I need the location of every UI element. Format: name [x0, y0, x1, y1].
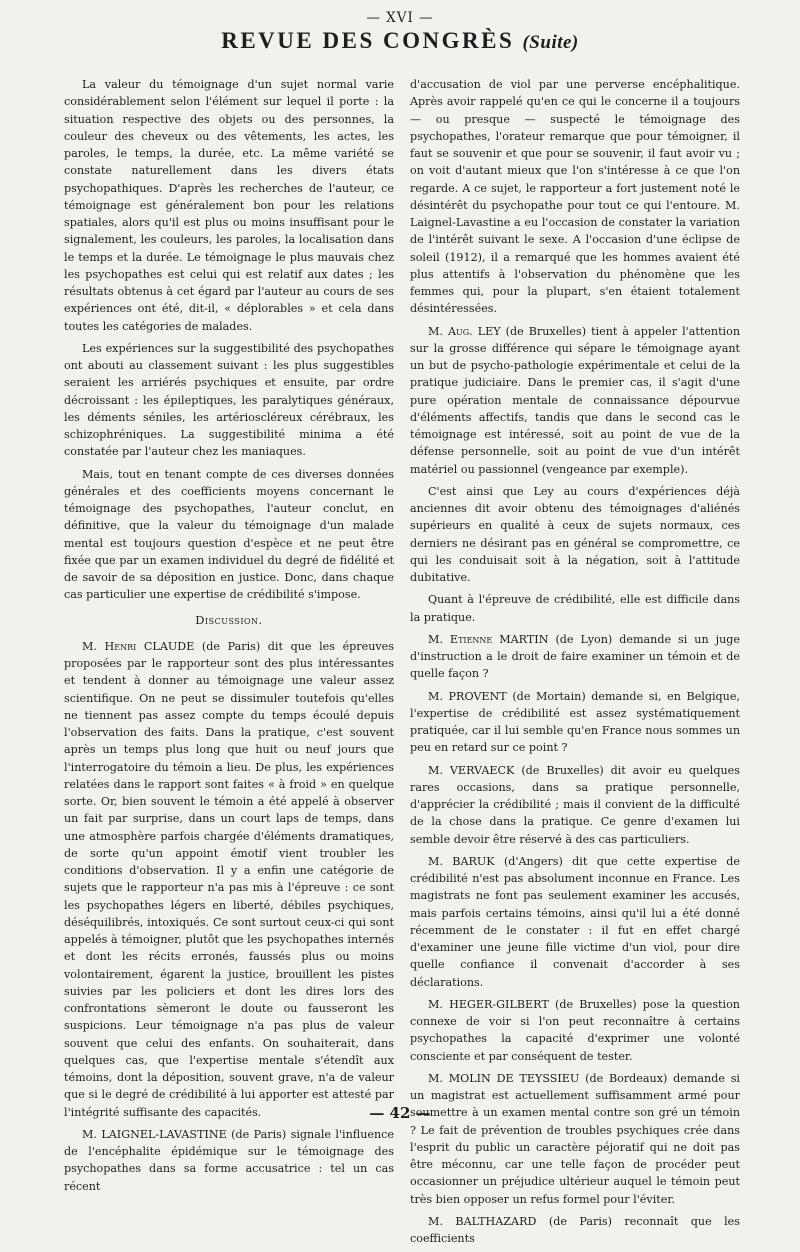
- speaker-name: M. Etienne MARTIN: [428, 632, 549, 646]
- paragraph: d'accusation de viol par une perverse encéphalitique. Après avoir rappelé qu'en ce qui le concerne il a toujours — ou presque — suspecté le témoignage des psychopathes, l'orateur remarque que pour témoigner, il faut se souvenir et que pour se souvenir, il faut avoir vu ; on voit d'autant mieux que l'on s'intéresse à ce que l'on regarde. A ce sujet, le rapporteur a fort justement noté le désintérêt du psychopathe pour tout ce qui l'entoure. M. Laignel-Lavastine a eu l'occasion de constater la variation de l'intérêt suivant le sexe. A l'occasion d'une éclipse de soleil (1912), il a remarqué que les hommes avaient été plus attentifs à l'observation du phénomène que les femmes qui, pour la plupart, s'en étaient totalement désintéressées.: [410, 78, 740, 316]
- paragraph: C'est ainsi que Ley au cours d'expériences déjà anciennes dit avoir obtenu des témoignages d'aliénés supérieurs en qualité à ceux de sujets normaux, ces derniers ne désirant pas en général se compromettre, ce qui les conduisait soit à la négation, soit à l'attitude dubitative.: [410, 484, 740, 584]
- speaker-name: M. VERVAECK: [428, 763, 515, 777]
- section-heading-discussion: Discussion.: [195, 612, 263, 627]
- paragraph-text: (de Lyon) demande si un juge d'instruction a le droit de faire examiner un témoin et de quelle façon ?: [410, 632, 740, 681]
- speaker-name: M. BARUK: [428, 854, 495, 868]
- speaker-name: M. LAIGNEL-LAVASTINE: [82, 1127, 227, 1141]
- page-title: [0, 28, 800, 54]
- paragraph: [410, 996, 740, 1065]
- paragraph: [410, 1070, 740, 1208]
- speaker-name: M. BALTHAZARD: [428, 1214, 537, 1228]
- paragraph: La valeur du témoignage d'un sujet normal varie considérablement selon l'élément sur lequel il porte : la situation respective des objets ou des personnes, la couleur des cheveux ou des vêtements, les actes, les paroles, le temps, la durée, etc. La même variété se constate naturellement dans les divers états psychopathiques. D'après les recherches de l'auteur, ce témoignage est généralement bon pour les relations spatiales, alors qu'il est plus ou moins insuffisant pour le signalement, les couleurs, les paroles, la localisation dans le temps et la durée. Le témoignage le plus mauvais chez les psychopathes est celui qui est relatif aux dates ; les résultats obtenus à cet égard par l'auteur au cours de ses expériences ont été, dit-il, « déplorables » et cela dans toutes les catégories de malades.: [64, 78, 394, 333]
- paragraph: [410, 762, 740, 848]
- paragraph: Les expériences sur la suggestibilité des psychopathes ont abouti au classement suivant : les plus suggestibles seraient les arriérés psychiques et ensuite, par ordre décroissant : les épileptiques, les paralytiques généraux, les déments séniles, les artérioscléreux cérébraux, les schizophréniques. La suggestibilité minima a été constatée par l'auteur chez les maniaques.: [64, 341, 394, 459]
- paragraph-text: (de Mortain) demande si, en Belgique, l'expertise de crédibilité est assez systématiquement pratiquée, car il lui semble qu'en France nous sommes un peu en retard sur ce point ?: [410, 689, 740, 755]
- page-number: — 42 —: [369, 1104, 431, 1122]
- paragraph-text: (de Bruxelles) dit avoir eu quelques rares occasions, dans sa pratique personnelle, d'apprécier la crédibilité ; mais il convient de la difficulté de la chose dans la pratique. Ce genre d'examen lui semble devoir être réservé à des cas particuliers.: [410, 763, 740, 846]
- paragraph: Mais, tout en tenant compte de ces diverses données générales et des coefficients moyens concernant le témoignage des psychopathes, l'auteur conclut, en définitive, que la valeur du témoignage d'un malade mental est toujours question d'espèce et ne peut être fixée que par un examen individuel du degré de fidélité et de savoir de sa déposition en justice. Donc, dans chaque cas particulier une expertise de crédibilité s'impose.: [64, 467, 394, 602]
- paragraph: [410, 323, 740, 478]
- paragraph: [410, 1213, 740, 1248]
- paragraph: [410, 631, 740, 683]
- title-text: REVUE DES CONGRÈS: [221, 28, 515, 53]
- paragraph: [64, 638, 394, 1121]
- right-column: [410, 76, 740, 1252]
- page-roman-numeral: — XVI —: [366, 10, 434, 26]
- speaker-name: M. Aug. LEY: [428, 324, 501, 338]
- paragraph: [410, 853, 740, 991]
- speaker-name: M. MOLIN DE TEYSSIEU: [428, 1071, 580, 1085]
- paragraph: [410, 688, 740, 757]
- speaker-name: M. HEGER-GILBERT: [428, 997, 549, 1011]
- paragraph-text: (de Paris) dit que les épreuves proposées par le rapporteur sont des plus intéressantes et tendent à donner au témoignage une valeur assez scientifique. On ne peut se dissimuler toutefois qu'elles ne tiennent pas assez compte du temps écoulé depuis l'observation des faits. Dans la pratique, c'est souvent après un temps plus long que huit ou neuf jours que l'interrogatoire du témoin a lieu. De plus, les expériences relatées dans le rapport sont faites « à froid » en quelque sorte. Or, bien souvent le témoin a été appelé à observer un fait par surprise, dans un court laps de temps, dans une atmosphère parfois chargée d'éléments dramatiques, de sorte qu'un appoint émotif vient troubler les conditions d'observation. Il y a enfin une catégorie de sujets que le rapporteur n'a pas mis à l'épreuve : ce sont les psychopathes légers en liberté, débiles psychiques, déséquilibrés, intoxiqués. Ce sont surtout ceux-ci qui sont appelés à témoigner, plutôt que les psychopathes internés et dont les récits erronés, faussés plus ou moins volontairement, égarent la justice, brouillent les pistes suivies par les policiers et dont les dires lors des confrontations sèmeront le doute ou fausseront les suspicions. Leur témoignage n'a pas plus de valeur souvent que celui des enfants. On souhaiterait, dans quelques cas, que l'expertise mentale s'étendît aux témoins, dont la déposition, souvent grave, n'a de valeur que si le degré de crédibilité à lui apporter est attesté par l'intégrité suffisante des capacités.: [64, 639, 394, 1119]
- paragraph: [64, 1126, 394, 1195]
- title-suffix: (Suite): [522, 32, 579, 53]
- paragraph-text: (de Paris) reconnaît que les coefficients: [410, 1214, 740, 1245]
- paragraph-text: (de Bordeaux) demande si un magistrat est actuellement suffisamment armé pour soumettre à un examen mental contre son gré un témoin ? Le fait de prévention de troubles psychiques crée dans l'esprit du public un caractère péjoratif qui ne doit pas être méconnu, car une telle façon de procéder peut occasionner un préjudice ultérieur auquel le témoin peut très bien opposer un refus formel pour l'éviter.: [410, 1071, 740, 1206]
- paragraph-text: (de Bruxelles) pose la question connexe de voir si l'on peut reconnaître à certains psychopathes la capacité d'exprimer une volonté consciente et par conséquent de tester.: [410, 997, 740, 1063]
- paragraph-text: (de Bruxelles) tient à appeler l'attention sur la grosse différence qui sépare le témoignage ayant un but de psycho-pathologie expérimentale et celui de la pratique judiciaire. Dans le premier cas, il s'agit d'une pure opération mentale de connaissance dépourvue d'éléments affectifs, tandis que dans le second cas le témoignage est intéressé, soit au point de vue de la défense personnelle, soit au point de vue d'un intérêt matériel ou passionnel (vengeance par exemple).: [410, 324, 740, 476]
- left-column: [64, 76, 394, 1200]
- paragraph-text: (d'Angers) dit que cette expertise de crédibilité n'est pas absolument inconnue en France. Les magistrats ne font pas seulement examiner les accusés, mais parfois certains témoins, ainsi qu'il lui a été donné récemment de le constater : il fut en effet chargé d'examiner une jeune fille victime d'un viol, pour dire quelle confiance il convenait d'accorder à ses déclarations.: [410, 854, 740, 989]
- paragraph-text: (de Paris) signale l'influence de l'encéphalite épidémique sur le témoignage des psychopathes dans sa forme accusatrice : tel un cas récent: [64, 1127, 394, 1193]
- speaker-name: M. PROVENT: [428, 689, 507, 703]
- paragraph: Quant à l'épreuve de crédibilité, elle est difficile dans la pratique.: [410, 593, 740, 624]
- speaker-name: M. Henri CLAUDE: [82, 639, 195, 653]
